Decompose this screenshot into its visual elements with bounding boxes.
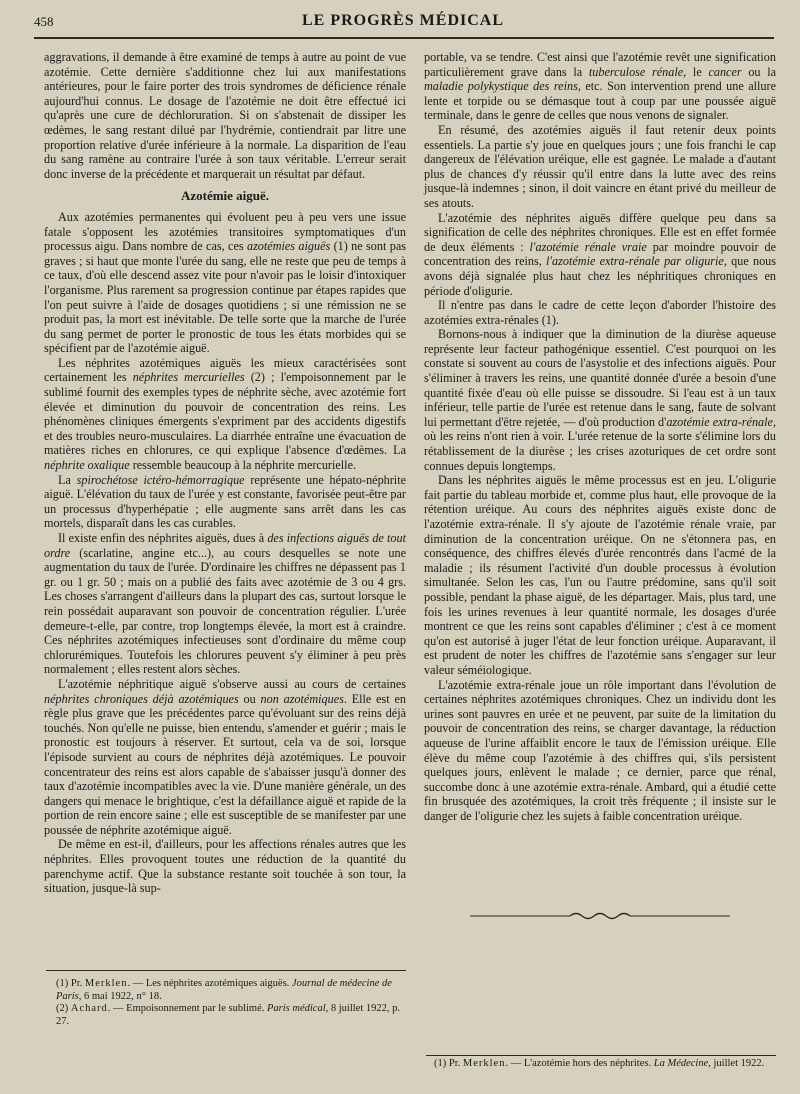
journal-title: LE PROGRÈS MÉDICAL — [301, 12, 505, 29]
paragraph: Il n'entre pas dans le cadre de cette leçon d'aborder l'histoire des azotémies extra-rénales (1). — [424, 298, 776, 327]
footnotes-right — [434, 1058, 776, 1071]
paragraph: Aux azotémies permanentes qui évoluent peu à peu vers une issue fatale s'opposent les azotémies transitoires symptomatiques d'un processus aigu. Dans nombre de cas, ces azotémies aiguës (1) ne sont pas graves ; si haut que monte l'urée du sang, elle ne reste que peu de temps à ce taux, d'où elle descend assez vite pour n'avoir pas le loisir d'intoxiquer l'organisme. Plus rarement sa progression continue par étapes rapides que l'on peut suivre à l'aide de dosages quotidiens ; si une rémission ne se produit pas, la mort est inévitable. De telle sorte que la marche de l'urée du sang permet de porter le pronostic de tous les états morbides qui se spécifient par de l'azotémie aiguë. — [44, 209, 406, 356]
page-header — [30, 12, 776, 34]
footnote: (1) Pr. Merklen. — Les néphrites azotémiques aiguës. Journal de médecine de Paris, 6 mai 1922, n° 18. — [56, 978, 392, 1002]
section-heading: Azotémie aiguë. — [180, 188, 270, 204]
paragraph: Bornons-nous à indiquer que la diminution de la diurèse aqueuse représente leur facteur pathogénique essentiel. C'est pourquoi on les constate si souvent au cours de l'asystolie et des infections aiguës. Pour s'éliminer à travers les reins, une quantité donnée d'urée a besoin d'une quantité fixée d'eau où elle puisse se dissoudre. Si l'eau est à un taux inférieur, telle partie de l'urée est retenue dans le sang, faute de solvant lui permettant d'être rejetée, — d'où production d'azotémie extra-rénale, où les reins n'ont rien à voir. L'urée retenue de la sorte s'élimine lors du rétablissement de la diurèse ; les crises azoturiques de cet ordre sont connues depuis longtemps. — [424, 327, 776, 473]
paragraph: portable, va se tendre. C'est ainsi que l'azotémie revêt une signification particulièrement grave dans la tuberculose rénale, le cancer ou la maladie polykystique des reins, etc. Son intervention prend une allure lente et torpide ou se démasque tout à coup par une poussée aiguë terminale, dans le genre de celles que nous venons de signaler. — [424, 50, 777, 123]
footnote: (2) Achard. — Empoisonnement par le sublimé. Paris médical, 8 juillet 1922, p. 27. — [56, 1003, 401, 1027]
footnote-rule — [426, 1055, 776, 1056]
left-column — [44, 50, 406, 896]
paragraph: Dans les néphrites aiguës le même processus est en jeu. L'oligurie fait partie du tableau morbide et, comme plus haut, elle provoque de la rétention uréique. Au cours des néphrites aiguës existe donc de l'azotémie extra-rénale. Il s'y ajoute de l'azotémie rénale vraie, par diminution de la concentration uréique. On ne s'étonnera pas, en conséquence, des chiffres élevés d'urée rencontrés dans l'acmé de la maladie ; ils résument l'activité d'un double processus à évolution simultanée. Selon les cas, l'un ou l'autre prédomine, sans qu'il soit possible, pendant la phase aiguë, de les départager. Mais, plus tard, une fois les urines revenues à leur quantité normale, les dosages d'urée montrent ce que les reins sont capables d'éliminer ; c'est à ce moment qu'on est autorisé à juger l'état de leur fonction uréique. Auparavant, il est prudent de noter les chiffres de l'azotémie sans s'engager sur leur valeur séméiologique. — [424, 473, 776, 677]
paragraph: aggravations, il demande à être examiné de temps à autre au point de vue azotémie. Cette dernière s'additionne chez lui aux manifestations antérieures, pour le faire porter des trois syndromes de déficience rénale aujourd'hui connus. Le dosage de l'azotémie ne doit être effectué ici qu'après une cure de déchloruration. Si on s'abstenait de dissiper les œdèmes, le sang restant dilué par l'hydrémie, contiendrait par litre une proportion relative d'urée inférieure à la normale. La disparition de l'eau du sang ramène au contraire l'urée à son taux véritable. L'erreur serait donc inverse de la précédente et marquerait un résultat par défaut. — [44, 50, 406, 181]
footnotes-left — [56, 978, 408, 1028]
footnote-rule — [46, 970, 406, 971]
header-rule — [34, 37, 774, 39]
paragraph: La spirochétose ictéro-hémorragique représente une hépato-néphrite aiguë. L'élévation du taux de l'urée y est constante, favorisée peut-être par un processus d'hyperhépatie ; elle augmente sans arrêt dans les cas mortels, disparaît dans les cas curables. — [44, 472, 406, 531]
paragraph: En résumé, des azotémies aiguës il faut retenir deux points essentiels. La partie s'y joue en quelques jours ; une fois franchi le cap dangereux de l'élévation uréique, elle est gagnée. Le malade a d'autant plus de chances d'y réussir qu'il entre dans la lutte avec des reins jusque-là indemnes ; sinon, il doit vaincre en étant privé du meilleur de ses atouts. — [424, 122, 776, 210]
paragraph: De même en est-il, d'ailleurs, pour les affections rénales autres que les néphrites. Elles provoquent toutes une réduction de la quantité du parenchyme actif. Que la substance restante soit touchée à son tour, la situation, jusque-là sup- — [44, 837, 406, 896]
right-column — [424, 50, 776, 823]
page-number: 458 — [34, 14, 54, 29]
paragraph: L'azotémie extra-rénale joue un rôle important dans l'évolution de certaines néphrites azotémiques chroniques. Chez un individu dont les urines sont pauvres en urée et ne peuvent, par suite de la limitation du pouvoir de concentration des reins, se charger davantage, la réduction aqueuse de l'urine affaiblit encore le taux de l'émission uréique. Elle élève du même coup l'azotémie à des chiffres qui, s'ils persistent quelques jours, enlèvent le malade ; ce dernier, parce que rénal, succombe donc à une azotémie extra-rénale. Ambard, qui a étudié cette fin brusquée des azotémiques, la croit très fréquente ; il insiste sur le danger de l'oligurie chez les sujets à faible concentration uréique. — [424, 677, 776, 823]
paragraph: Il existe enfin des néphrites aiguës, dues à des infections aiguës de tout ordre (scarlatine, angine etc...), au cours desquelles se note une augmentation du taux de l'urée. D'ordinaire les chiffres ne dépassent pas 1 gr. ou 1 gr. 50 ; mais on a publié des faits avec azotémie de 3 ou 4 grs. Les choses s'arrangent d'ailleurs dans la plupart des cas, surtout lorsque le rein possédait auparavant son pouvoir de concentration régulier. L'urée demeure-t-elle, par contre, trop longtemps élevée, la mort est à craindre. Ces néphrites azotémiques infectieuses sont d'ordinaire du même coup chlorurémiques. Toutefois les chlorures peuvent s'y éliminer à peu près normalement ; elles restent alors sèches. — [44, 531, 406, 677]
paragraph: Les néphrites azotémiques aiguës les mieux caractérisées sont certainement les néphrites mercurielles (2) ; l'empoisonnement par le sublimé fournit des exemples types de néphrite sèche, avec azotémie fort élevée et diminution du pouvoir de concentration des reins. Les phénomènes cliniques émergents s'expriment par des accidents digestifs et des troubles neuro-musculaires. La diarrhée entraîne une évacuation de matières riches en chlorures, ce qui explique l'absence d'œdèmes. La néphrite oxalique ressemble beaucoup à la néphrite mercurielle. — [44, 355, 406, 473]
paragraph: L'azotémie néphritique aiguë s'observe aussi au cours de certaines néphrites chroniques déjà azotémiques ou non azotémiques. Elle est en règle plus grave que les précédentes parce qu'évoluant sur des reins déjà touchés. Non qu'elle ne puisse, bien entendu, s'amender et guérir ; mais le pronostic est toujours à réserver. Et surtout, cela va de soi, lorsque l'épisode survient au cours de néphrites déjà azotémiques. Le pouvoir concentrateur des reins est alors capable de s'abaisser jusqu'à donner des taux d'azotémie incompatibles avec la vie. D'une manière générale, un des dangers qui menace le brightique, c'est la défaillance aiguë et rapide de la portion de rein encore saine ; elle est susceptible de se manifester par une poussée de néphrite azotémique aiguë. — [44, 676, 406, 837]
section-end-ornament — [470, 908, 730, 924]
footnote: (1) Pr. Merklen. — L'azotémie hors des néphrites. La Médecine, juillet 1922. — [434, 1058, 765, 1069]
paragraph: L'azotémie des néphrites aiguës diffère quelque peu dans sa signification de celle des néphrites chroniques. Elle est en effet formée de deux éléments : l'azotémie rénale vraie par moindre pouvoir de concentration des reins, l'azotémie extra-rénale par oligurie, que nous avons déjà signalée plus haut chez les néphritiques chroniques en période d'oligurie. — [424, 210, 777, 298]
decorative-rule-ornament — [470, 908, 730, 924]
